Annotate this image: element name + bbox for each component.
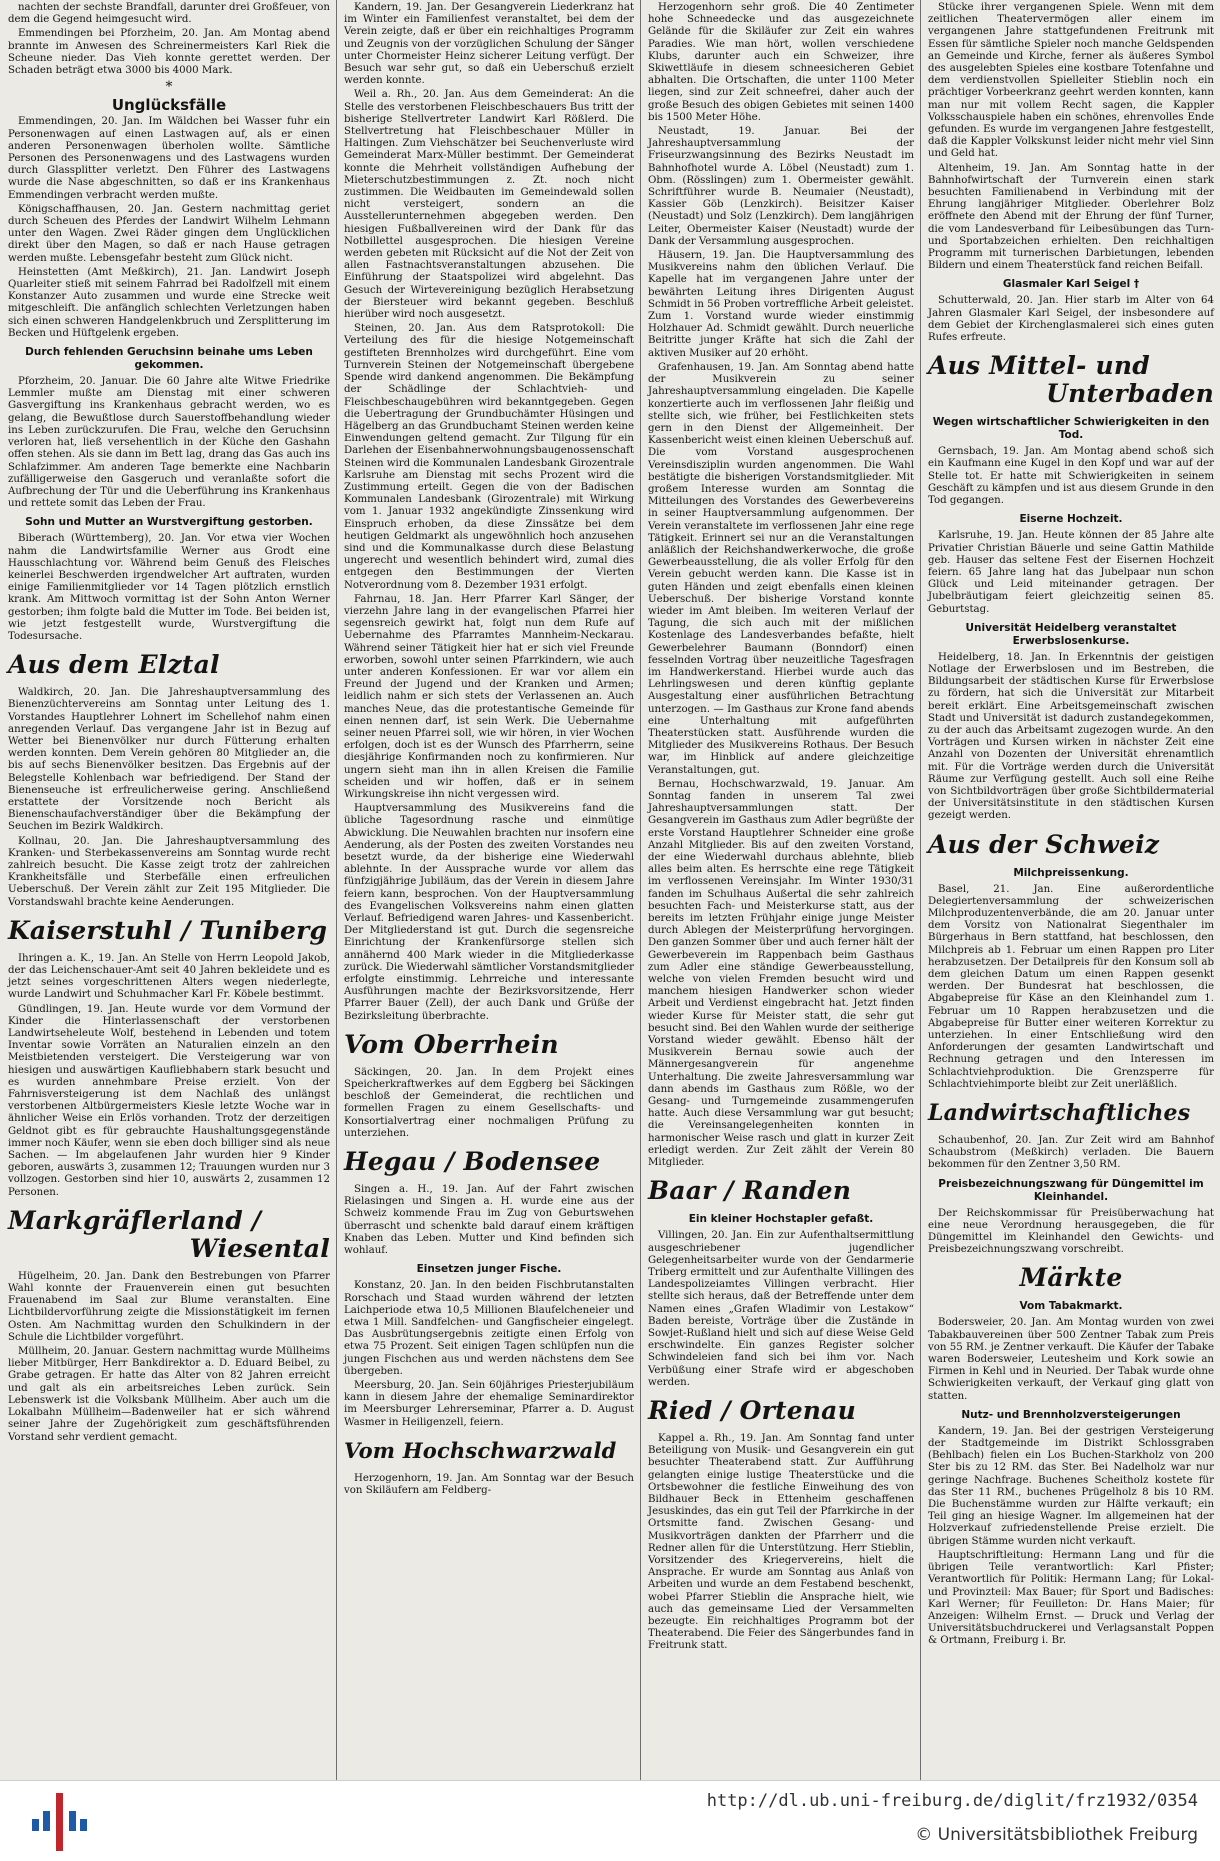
article-text: Kandern, 19. Jan. Bei der gestrigen Versteigerung der Stadtgemeinde im Distrikt Schlossgraben (Behlbach) fielen ein Los Buchen-Starkholz von 200 Ster bis zu 12 RM. das Ster. Bei Nadelholz war nur geringe Nachfrage. Buchenes Scheitholz kostete für das Ster 11 RM., buchenes Prügelholz 8 bis 10 RM. Die Buchenstämme wurden zur Hälfte verkauft; ein Teil ging an hiesige Wagner. Im allgemeinen hat der Holzverkauf zufriedenstellende Preise erzielt. Die übrigen Stämme wurden nicht verkauft. [928,1425,1214,1547]
article-text: Altenheim, 19. Jan. Am Sonntag hatte in der Bahnhofwirtschaft der Turnverein einen stark besuchten Familienabend in Verbindung mit der Ehrung langjähriger Mitglieder. Oberlehrer Bolz eröffnete den Abend mit der Ehrung der fünf Turner, die vom Landesverband für Leibesübungen das Turn- und Sportabzeichen erhielten. Den reichhaltigen Programm mit turnerischen Darbietungen, lebenden Bildern und einem Theaterstück fand reichen Beifall. [928,162,1214,272]
impressum: Hauptschriftleitung: Hermann Lang und für die übrigen Teile verantwortlich: Karl Pfister; Verantwortlich für Politik: Hermann Lang; für Lokal- und Provinzteil: Max Bauer; für Sport und Badisches: Karl Werner; für Feuilleton: Dr. Hans Maier; für Anzeigen: Wilhelm Ernst. — Druck und Verlag der Universitätsbuchdruckerei und Verlagsanstalt Poppen & Ortmann, Freiburg i. Br. [928,1549,1214,1647]
section-heading: Kaiserstuhl / Tuniberg [8,915,328,945]
column-3 [640,0,920,1780]
column-1 [0,0,336,1780]
article-text: Biberach (Württemberg), 20. Jan. Vor etwa vier Wochen nahm die Landwirtsfamilie Werner aus Grodt eine Hausschlachtung vor. Während beim Genuß des Fleisches keinerlei Beschwerden irgendwelcher Art auftraten, wurden einige Familienmitglieder vor 14 Tagen plötzlich ernstlich krank. Am Mittwoch vormittag ist der Sohn Anton Werner gestorben; ihm folgte bald die Mutter im Tode. Bei beiden ist, wie jetzt festgestellt wurde, Wurstvergiftung die Todesursache. [8,533,330,642]
article-text: Kandern, 19. Jan. Der Gesangverein Liederkranz hat im Winter ein Familienfest veranstaltet, bei dem der Verein zeigte, daß er über ein reichhaltiges Programm und Zeugnis von der vorzüglichen Schulung der Sänger unter Chormeister Heinz sicherer Leitung verfügt. Der Besuch war sehr gut, so daß ein Ueberschuß erzielt werden konnte. [344,2,634,87]
permalink-url[interactable]: http://dl.ub.uni-freiburg.de/diglit/frz1932/0354 [706,1791,1198,1811]
article-text: Königschaffhausen, 20. Jan. Gestern nachmittag geriet durch Scheuen des Pferdes der Landwirt Wilhelm Lehmann unter den Wagen. Zwei Räder gingen dem Unglücklichen direkt über den Magen, so daß er nach Hause getragen werden mußte. Lebensgefahr besteht zum Glück nicht. [8,203,330,264]
article-headline: Glasmaler Karl Seigel † [1002,278,1140,291]
article-text: Herzogenhorn, 19. Jan. Am Sonntag war der Besuch von Skiläufern am Feldberg- [344,1472,634,1496]
article-text: Stücke ihrer vergangenen Spiele. Wenn mit dem zeitlichen Theatervermögen aller einem im vergangenen Jahre stattgefundenen Freitrunk mit Essen für sämtliche Spieler noch manche Geldspenden an Gemeinde und Kirche, ferner als äußeres Symbol des ausgelebten Spieles eine kostbare Totenfahne und dem verdienstvollen Spielleiter Stieblin noch ein prächtiger Vorbeerkranz geehrt werden konnten, kann man nur mit vollem Recht sagen, die Kappler Volksschauspiele haben ein schönes, ehrenvolles Ende gefunden. Es wurde im vergangenen Jahre festgestellt, daß die Kappler Volkskunst leider nicht mehr viel Sinn und Geld hat. [928,2,1214,160]
article-text: nachten der sechste Brandfall, darunter drei Großfeuer, von dem die Gegend heimgesucht wird. [8,2,330,26]
article-headline: Einsetzen junger Fische. [416,1263,562,1276]
article-text: Gernsbach, 19. Jan. Am Montag abend schoß sich ein Kaufmann eine Kugel in den Kopf und war auf der Stelle tot. Er hatte mit Schwierigkeiten in seinem Geschäft zu kämpfen und ist aus diesem Grunde in den Tod gegangen. [928,446,1214,507]
article-headline: Vom Tabakmarkt. [1019,1300,1123,1313]
section-heading: Landwirtschaftliches [928,1100,1191,1127]
logo-bar [69,1811,76,1831]
logo-bar [56,1793,63,1851]
article-headline: Sohn und Mutter an Wurstvergiftung gestorben. [25,516,313,529]
article-text: Fahrnau, 18. Jan. Herr Pfarrer Karl Sänger, der vierzehn Jahre lang in der evangelischen Pfarrei hier segensreich gewirkt hat, folgt nun dem Rufe auf Uebernahme des Pfarramtes Mannheim-Neckarau. Während seiner Tätigkeit hier hat er sich viel Freunde erworben, sowohl unter seinen Pfarrkindern, wie auch unter anderen Konfessionen. Er war vor allem ein Freund der Jugend und der Kranken und Armen; leidlich nahm er sich stets der Verlassenen an. Auch manches Neue, das die protestantische Gemeinde für einen nennen darf, ist sein Werk. Die Uebernahme seiner neuen Pfarrei soll, wie wir hören, in vier Wochen erfolgen, doch ist es der Wunsch des Pfarrherrn, seine diesjährige Konfirmanden noch zu konfirmieren. Nur ungern sieht man ihn in allen Kreisen die Familie scheiden und wir hoffen, daß er in seinem Wirkungskreise ihn nicht vergessen wird. [344,593,634,800]
viewer-footer [0,1780,1220,1861]
article-headline: Eiserne Hochzeit. [1019,513,1123,526]
article-text: Kappel a. Rh., 19. Jan. Am Sonntag fand unter Beteiligung von Musik- und Gesangverein ein gut besuchter Theaterabend statt. Zur Aufführung gelangten einige lustige Theaterstücke und die Ortsbewohner die festliche Einweihung des von Bildhauer Beck in Ettenheim geschaffenen Jesuskindes, das ein gut Teil der Pfarrkirche in der Ortsmitte fand. Zwischen Gesang- und Musikvorträgen dankten der Pfarrherr und die Redner allen für die Unterstützung. Herr Stieblin, Vorsitzender des Kriegervereins, hielt die Ansprache. Er wurde am Sonntag aus Anlaß von Arbeiten und wurde an dem Festabend beschenkt, wobei Pfarrer Stieblin die Ansprache hielt, wie auch das gemeinsame Lied der Versammelten bezeugte. Ein reichhaltiges Programm bot der Theaterabend. Die Feier des Sängerbundes fand in Freitrunk statt. [648,1432,914,1652]
section-heading: Unterbaden [1046,379,1214,409]
article-headline: Ein kleiner Hochstapler gefaßt. [688,1213,874,1226]
section-heading: Aus Mittel- und [928,351,1150,381]
article-headline: Universität Heidelberg veranstaltet Erwerbslosenkurse. [965,621,1177,647]
section-heading: Aus dem Elztal [8,650,220,680]
article-text: Hügelheim, 20. Jan. Dank den Bestrebungen von Pfarrer Wahl konnte der Frauenverein einen gut besuchten Frauenabend im Saal zur Blume veranstalten. Eine Lichtbildervorführung zeigte die Missionstätigkeit im fernen Osten. Am Nachmittag wurden den Schulkindern in der Schule die Lichtbilder vorgeführt. [8,1270,330,1343]
section-heading: Vom Hochschwarzwald [344,1437,617,1463]
section-heading: Aus der Schweiz [928,829,1160,859]
article-headline: Durch fehlenden Geruchsinn beinahe ums Leben gekommen. [25,346,313,372]
article-text: Schutterwald, 20. Jan. Hier starb im Alter von 64 Jahren Glasmaler Karl Seigel, der insbesondere auf dem Gebiet der Kirchenglasmalerei sich eines guten Rufes erfreute. [928,295,1214,344]
article-text: Hauptversammlung des Musikvereins fand die übliche Tagesordnung rasche und einmütige Abwicklung. Die Neuwahlen brachten nur insofern eine Aenderung, als der Posten des zweiten Vorstandes neu besetzt wurde, da der bisherige eine Wiederwahl ablehnte. In der Aussprache wurde vor allem das fünfzigjährige Jubiläum, das der Verein in diesem Jahre feiern kann, besprochen. Von der Hauptversammlung des Evangelischen Volksvereins nahm einen glatten Verlauf. Befriedigend waren Jahres- und Kassenbericht. Der Mitgliederstand ist gut. Durch die segensreiche Einrichtung der Krankenfürsorge stellen sich annähernd 400 Mark wieder in die Mitgliederkasse zurück. Die Wiederwahl sämtlicher Vorstandsmitglieder erfolgte einstimmig. Lehrreiche und interessante Ausführungen machte der Bezirksvorsitzende, Herr Pfarrer Bauer (Zell), der auch Dank und Grüße der Bezirksleitung überbrachte. [344,803,634,1022]
section-heading: Wiesental [189,1233,330,1263]
article-headline: Milchpreissenkung. [1013,866,1129,879]
article-text: Herzogenhorn sehr groß. Die 40 Zentimeter hohe Schneedecke und das ausgezeichnete Gelände für die Skiläufer zur Zeit ein wahres Paradies. Wie man hört, wollen verschiedene Klubs, darunter auch ein Schweizer, ihre Skiwettläufe in diesem schneesicheren Gebiet abhalten. Die Ortschaften, die unter 1100 Meter liegen, sind zur Zeit schneefrei, daher auch der große Besuch des obigen Gebietes mit seinen 1400 bis 1500 Meter Höhe. [648,2,914,123]
article-text: Müllheim, 20. Januar. Gestern nachmittag wurde Müllheims lieber Mitbürger, Herr Bankdirektor a. D. Eduard Beibel, zu Grabe getragen. Er hatte das Alter von 82 Jahren erreicht und galt als ein arbeitsreiches Leben zurück. Sein Lebenswerk ist die Volksbank Müllheim. Aber auch um die Lokalbahn Müllheim—Badenweiler hat er sich während seiner Jahre der Zugehörigkeit zum geschäftsführenden Vorstand sehr verdient gemacht. [8,1346,330,1443]
separator: * [165,79,173,96]
section-heading: Baar / Randen [648,1176,852,1206]
logo-bar [43,1811,50,1831]
article-text: Häusern, 19. Jan. Die Hauptversammlung des Musikvereins nahm den üblichen Verlauf. Die Kapelle hat im vergangenen Jahre unter der bewährten Leitung ihres Dirigenten August Schmidt in 56 Proben vortreffliche Arbeit geleistet. Zum 1. Vorstand wurde wieder einstimmig Holzhauer Ad. Schmidt gewählt. Durch neuerliche Beitritte junger Kräfte hat sich die Zahl der aktiven Musiker auf 20 erhöht. [648,250,914,359]
logo-bar [32,1819,39,1831]
article-text: Steinen, 20. Jan. Aus dem Ratsprotokoll: Die Verteilung des für die hiesige Notgemeinschaft gestifteten Brennholzes wird durchgeführt. Eine vom Turnverein Steinen der Notgemeinschaft übergebene Spende wird dankend angenommen. Die Bekämpfung der Schädlinge der Schlachtvieh- und Fleischbeschaugebühren wird bekanntgegeben. Gegen die Uebertragung der Grundbuchämter Hüsingen und Hägelberg an das Grundbuchamt Steinen werden keine Einwendungen geltend gemacht. Zur Tilgung für ein Darlehen der Eisenbahnerwohnungsbaugenossenschaft Steinen wird die Kommunalen Landesbank Girozentrale Karlsruhe am Dienstag mit sechs Prozent wird die Zustimmung erteilt. Gegen die von der Badischen Kommunalen Landesbank (Girozentrale) mit Wirkung vom 1. Januar 1932 angekündigte Zinssenkung wird Einspruch erhoben, da diese Zinssätze bei dem heutigen Geldmarkt als ungewöhnlich hoch anzusehen sind und die Kommunalkasse durch diese Belastung ungerecht und wesentlich behindert wird, zumal dies entgegen den Bestimmungen der Vierten Notverordnung vom 8. Dezember 1931 erfolgt. [344,323,634,591]
section-heading: Ried / Ortenau [648,1395,856,1425]
article-text: Gündlingen, 19. Jan. Heute wurde vor dem Vormund der Kinder die Hinterlassenschaft der verstorbenen Landwirtseheleute Wolf, bestehend in Lebenden und totem Inventar sowie Vorräten an Naturalien einzeln an den Meistbietenden versteigert. Die Versteigerung war von hiesigen und auswärtigen Kaufliebhabern stark besucht und es wurden annehmbare Preise erzielt. Von der Fahrnisversteigerung ist dem Nachlaß des unlängst verstorbenen Altbürgermeisters Kiesle letzte Woche war in ähnlicher Weise ein Erlös vorhanden. Trotz der derzeitigen Geldnot gibt es für gebrauchte Haushaltungsgegenstände immer noch Käufer, wenn sie eben doch billiger sind als neue Sachen. — Im abgelaufenen Jahr wurden hier 9 Kinder geboren, auswärts 3, zusammen 12; Trauungen wurden nur 3 vollzogen. Gestorben sind hier 10, auswärts 2, zusammen 12 Personen. [8,1003,330,1198]
article-text: Pforzheim, 20. Januar. Die 60 Jahre alte Witwe Friedrike Lemmler mußte am Dienstag mit einer schweren Gasvergiftung ins Krankenhaus gebracht werden, wo es gelang, die Bewußtlose durch Sauerstoffbehandlung wieder ins Leben zurückzurufen. Die Frau, welche den Geruchsinn verloren hat, ließ versehentlich in der Küche den Gashahn offen stehen. Als sie dann im Bett lag, drang das Gas auch ins Schlafzimmer. Am anderen Tage bemerkte eine Nachbarin zufälligerweise den Gasgeruch und veranlaßte sofort die Aufbrechung der Tür und die Ueberführung ins Krankenhaus und rettete somit das Leben der Frau. [8,376,330,510]
article-text: Der Reichskommissar für Preisüberwachung hat eine neue Verordnung herausgegeben, die für Düngemittel im Kleinhandel den Gewichts- und Preisbezeichnungszwang vorschreibt. [928,1207,1214,1256]
section-heading: Hegau / Bodensee [344,1147,601,1177]
section-heading: Markgräflerland / [8,1205,262,1235]
article-text: Villingen, 20. Jan. Ein zur Aufenthaltsermittlung ausgeschriebener jugendlicher Gelegenheitsarbeiter wurde von der Gendarmerie Triberg ermittelt und zur Aufenthalte Villingen des Landespolizeiamtes Villingen verbracht. Hier stellte sich heraus, daß der Betreffende unter dem Namen eines „Grafen Wladimir von Lestakow“ Baden bereiste, Vorträge über die Zustände in Sowjet-Rußland hielt und sich auf diese Weise Geld erschwindelte. Ein ganzes Register solcher Schwindeleien fand sich bei ihm vor. Nach Verbüßung einer Strafe wird er abgeschoben werden. [648,1230,914,1388]
logo-bar [80,1819,87,1831]
section-headline: Unglücksfälle [111,96,227,115]
article-text: Meersburg, 20. Jan. Sein 60jähriges Priesterjubiläum kann in diesem Jahre der ehemalige Seminardirektor im Meersburger Lehrerseminar, Pfarrer a. D. August Wasmer in Heiligenzell, feiern. [344,1379,634,1428]
column-2 [336,0,640,1780]
article-headline: Wegen wirtschaftlicher Schwierigkeiten in den Tod. [932,416,1210,442]
article-text: Basel, 21. Jan. Eine außerordentliche Delegiertenversammlung der schweizerischen Milchproduzentenverbände, die am 20. Januar unter dem Vorsitz von Nationalrat Siegenthaler im Bürgerhaus in Bern stattfand, hat beschlossen, den Milchpreis ab 1. Februar um einen Rappen pro Liter herabzusetzen. Der Detailpreis für den Konsum soll ab dem gleichen Datum um einen Rappen gesenkt werden. Der Bundesrat hat beschlossen, die Abgabepreise für Käse an den Kleinhandel zum 1. Februar um 10 Rappen herabzusetzen und die Abgabepreise für Butter einer weiteren Korrektur zu unterziehen. In einer Entschließung wird den Anforderungen der gesamten Landwirtschaft und Rechnung getragen und den Interessen im Schlachtviehproduktion. Die Grenzsperre für Schlachtviehimporte bleibt zur Zeit unerläßlich. [928,883,1214,1090]
article-text: Karlsruhe, 19. Jan. Heute können der 85 Jahre alte Privatier Christian Bäuerle und seine Gattin Mathilde geb. Hauser das seltene Fest der Eisernen Hochzeit feiern. 65 Jahre lang hat das Jubelpaar nun schon Glück und Leid miteinander getragen. Der Jubelbräutigam feiert gleichzeitig seinen 85. Geburtstag. [928,530,1214,615]
article-text: Neustadt, 19. Januar. Bei der Jahreshauptversammlung der Friseurzwangsinnung des Bezirks Neustadt im Bahnhofhotel wurde A. Löbel (Neustadt) zum 1. Obm. (Rösslingen) zum 1. Obermeister gewählt. Schriftführer wurde B. Neumaier (Neustadt), Kassier Göb (Lenzkirch). Beisitzer Kaiser (Neustadt) und Solz (Lenzkirch). Dem langjährigen Leiter, Obermeister Kaiser (Neustadt) wurde der Dank der Versammlung ausgesprochen. [648,126,914,247]
article-text: Bernau, Hochschwarzwald, 19. Januar. Am Sonntag fanden in unserem Tal zwei Jahreshauptversammlungen statt. Der Gesangverein im Gasthaus zum Adler begrüßte der erste Vorstand Hauptlehrer Schneider eine große Anzahl Mitglieder. Bis auf den zweiten Vorstand, der eine Wiederwahl durchaus ablehnte, blieb alles beim alten. Es herrschte eine rege Tätigkeit im verflossenen Vereinsjahr. Im Winter 1930/31 fanden im Schulhaus Außertal die sehr zahlreich besuchten Fach- und Meisterkurse statt, aus der bereits im letzten Frühjahr einige junge Meister durch Ablegen der Meisterprüfung hervorgingen. Den ganzen Sommer über und auch ferner hält der Gewerbeverein im Rappenbach beim Gasthaus zum Adler eine ständige Gewerbeausstellung, welche von vielen Fremden besucht wird und manchem hiesigen Handwerker schon wieder Arbeit und Verdienst eingebracht hat. Jetzt finden wieder Kurse für Meister statt, die sehr gut besucht sind. Bei den Wahlen wurde der seitherige Vorstand wieder gewählt. Ebenso hält der Musikverein Bernau sowie auch der Männergesangverein für angenehme Unterhaltung. Die zweite Jahresversammlung war dann abends im Gasthaus zum Rößle, wo der Gesang- und Turngemeinde zusammengerufen hatte. Auch diese Versammlung war gut besucht; die Vereinsangelegenheiten konnten in harmonischer Weise rasch und glatt in kurzer Zeit erledigt werden. Zur Zeit zählt der Verein 80 Mitglieder. [648,778,914,1169]
column-4 [920,0,1220,1780]
article-text: Schaubenhof, 20. Jan. Zur Zeit wird am Bahnhof Schaubstrom (Meßkirch) verladen. Die Bauern bekommen für den Zentner 3,50 RM. [928,1135,1214,1171]
article-text: Singen a. H., 19. Jan. Auf der Fahrt zwischen Rielasingen und Singen a. H. wurde eine aus der Schweiz kommende Frau im Zug von Geburtswehen überrascht und schenkte bald darauf einem kräftigen Knaben das Leben. Mutter und Kind befinden sich wohlauf. [344,1184,634,1257]
article-text: Konstanz, 20. Jan. In den beiden Fischbrutanstalten Rorschach und Staad wurden während der letzten Laichperiode etwa 10,5 Millionen Blaufelcheneier und etwa 1 Mill. Sandfelchen- und Gangfischeier eingelegt. Das Ausbrütungsergebnis zeitigte einen Erfolg von etwa 75 Prozent. Seit einigen Tagen schlüpfen nun die jungen Fischchen aus und werden nächstens dem See übergeben. [344,1280,634,1377]
article-text: Kollnau, 20. Jan. Die Jahreshauptversammlung des Kranken- und Sterbekassenvereins am Sonntag wurde recht zahlreich besucht. Die Kasse zeigt trotz der zahlreichen Krankheitsfälle und Sterbefälle einen erfreulichen Ueberschuß. Der Verein zählt zur Zeit 195 Mitglieder. Die Vorstandswahl brachte keine Aenderungen. [8,835,330,908]
article-text: Ihringen a. K., 19. Jan. An Stelle von Herrn Leopold Jakob, der das Leichenschauer-Amt seit 40 Jahren bekleidete und es jetzt seines vorgeschrittenen Alters wegen niederlegte, wurde Landwirt und Schuhmacher Karl Fr. Köbele bestimmt. [8,952,330,1001]
article-text: Heidelberg, 18. Jan. In Erkenntnis der geistigen Notlage der Erwerbslosen und im Bestreben, die Bildungsarbeit der städtischen Kurse für Erwerbslose zu fördern, hat sich die Universität zur Mitarbeit bereit erklärt. Eine Arbeitsgemeinschaft zwischen Stadt und Universität ist dadurch zustandegekommen, zu der auch das Arbeitsamt zugezogen wurde. An den Vorträgen und Kursen wirken in nächster Zeit eine Anzahl von Dozenten der Universität ehrenamtlich mit. Für die Vorträge werden durch die Universität Räume zur Verfügung gestellt. Auch soll eine Reihe von Sichtbildvorträgen über große Sichtbildermaterial der Universitätsinstitute in den städtischen Kursen gezeigt werden. [928,651,1214,822]
article-text: Emmendingen, 20. Jan. Im Wäldchen bei Wasser fuhr ein Personenwagen auf einen Lastwagen auf, als er einen anderen Personenwagen überholen wollte. Sämtliche Personen des Personenwagens und des Lastwagens wurden durch Glassplitter verletzt. Den Führer des Lastwagens wurde die Nase abgeschnitten, so daß er ins Krankenhaus Emmendingen verbracht werden mußte. [8,116,330,201]
article-text: Heinstetten (Amt Meßkirch), 21. Jan. Landwirt Joseph Quarleiter stieß mit seinem Fahrrad bei Radolfzell mit einem Konstanzer Auto zusammen und wurde eine Strecke weit mitgeschleift. Die anfänglich schlechten Verletzungen haben sich einen schweren Handgelenkbruch und Zersplitterung im Becken und Hüftgelenk ergeben. [8,266,330,339]
article-headline: Nutz- und Brennholzversteigerungen [961,1408,1181,1421]
article-headline: Preisbezeichnungszwang für Düngemittel im Kleinhandel. [938,1177,1204,1203]
section-heading: Märkte [1019,1263,1123,1293]
article-text: Waldkirch, 20. Jan. Die Jahreshauptversammlung des Bienenzüchtervereins am Sonntag unter Leitung des 1. Vorstandes Hauptlehrer Lohnert im Schellehof nahm einen anregenden Verlauf. Das vergangene Jahr ist in Bezug auf Wetter bei Bienenvölker nur durch Fütterung erhalten werden konnten. Dem Verein gehören 80 Mitglieder an, die bis auf sechs Bienenvölker besitzen. Das Ergebnis auf der Belegstelle Kohlenbach war befriedigend. Der Stand der Bienenseuche ist erfreulicherweise gering. Anschließend erstattete der Vorsitzende noch Bericht als Bienenschaufachverständiger über die Bekämpfung der Seuchen im Bezirk Waldkirch. [8,687,330,833]
section-heading: Vom Oberrhein [344,1029,559,1059]
article-text: Säckingen, 20. Jan. In dem Projekt eines Speicherkraftwerkes auf dem Eggberg bei Säckingen beschloß der Gemeinderat, die rechtlichen und formellen Fragen zu einem Gesellschafts- und Konsortialvertrag einer nochmaligen Prüfung zu unterziehen. [344,1066,634,1139]
copyright-notice: © Universitätsbibliothek Freiburg [915,1825,1198,1845]
article-text: Grafenhausen, 19. Jan. Am Sonntag abend hatte der Musikverein zu seiner Jahreshauptversammlung eingeladen. Die Kapelle konzertierte auch im verflossenen Jahr fleißig und stellte sich, wie früher, bei Festlichkeiten stets gern in den Dienst der Allgemeinheit. Der Kassenbericht weist einen kleinen Ueberschuß auf. Die vom Vorstand ausgesprochenen Vereinsdisziplin wurden angenommen. Die Wahl bestätigte die bisherigen Vorstandsmitglieder. Mit großem Interesse wurden am Sonntag die Mitteilungen des Vorstandes des Gewerbevereins in seiner Hauptversammlung aufgenommen. Der Verein veranstaltete im verflossenen Jahr eine rege Tätigkeit. Erinnert sei nur an die Veranstaltungen anläßlich der Reichshandwerkerwoche, die große Gewerbeausstellung, die als voller Erfolg für den Verein gebucht werden kann. Die Kasse ist in guten Händen und zeigt ebenfalls einen kleinen Ueberschuß. Der bisherige Vorstand konnte wieder im Amt bleiben. Im weiteren Verlauf der Tagung, die sich auch mit der mißlichen Kostenlage des Landesverbandes befaßte, hielt Gewerbelehrer Baumann (Bonndorf) einen fesselnden Vortrag über neuzeitliche Tagesfragen im Handwerkerstand. Hierbei wurde auch das Lehrlingswesen und deren künftig geplante Ausgestaltung einer ausführlichen Betrachtung unterzogen. — Im Gasthaus zur Krone fand abends eine Unterhaltung mit aufgeführten Theaterstücken statt. Ausführende wurden die Mitglieder des Musikvereins Rothaus. Der Besuch war, im Hinblick auf andere gleichzeitige Veranstaltungen, gut. [648,361,914,776]
article-text: Bodersweier, 20. Jan. Am Montag wurden von zwei Tabakbauvereinen über 500 Zentner Tabak zum Preis von 55 RM. je Zentner verkauft. Die Käufer der Tabake waren Bodersweier, Leutesheim und Kork sowie an Firmen in Kehl und in Neuried. Der Tabak wurde ohne Schwierigkeiten verkauft, der Verkauf ging glatt von statten. [928,1317,1214,1402]
article-text: Weil a. Rh., 20. Jan. Aus dem Gemeinderat: An die Stelle des verstorbenen Fleischbeschauers Bus tritt der bisherige Stellvertreter Landwirt Karl Rößlerd. Die Stellvertretung hat Fleischbeschauer Müller in Haltingen. Zum Viehschätzer bei Seuchenverluste wird Gemeinderat Marx-Müller bestimmt. Der Gemeinderat konnte die Mehrheit vollständigen Aufhebung der Mieterschutzbestimmungen z. Zt. noch nicht zustimmen. Die Weidbauten im Gemeindewald sollen nicht versteigert, sondern an die Ausstellerunternehmen abgegeben werden. Den hiesigen Fußballvereinen wird der Dank für das Notbillettel ausgesprochen. Die hiesigen Vereine werden gebeten mit Rücksicht auf die Not der Zeit von allen Fastnachtsveranstaltungen abzusehen. Die Einführung der Staatspolizei wird abgelehnt. Das Gesuch der Wirtevereinigung bezüglich Herabsetzung der Biersteuer wird bekannt gegeben. Beschluß hierüber wird noch ausgesetzt. [344,89,634,321]
university-library-logo-icon [30,1789,100,1853]
article-text: Emmendingen bei Pforzheim, 20. Jan. Am Montag abend brannte im Anwesen des Schreinermeisters Karl Riek die Scheune nieder. Das Vieh konnte gerettet werden. Der Schaden beträgt etwa 3000 bis 4000 Mark. [8,28,330,77]
